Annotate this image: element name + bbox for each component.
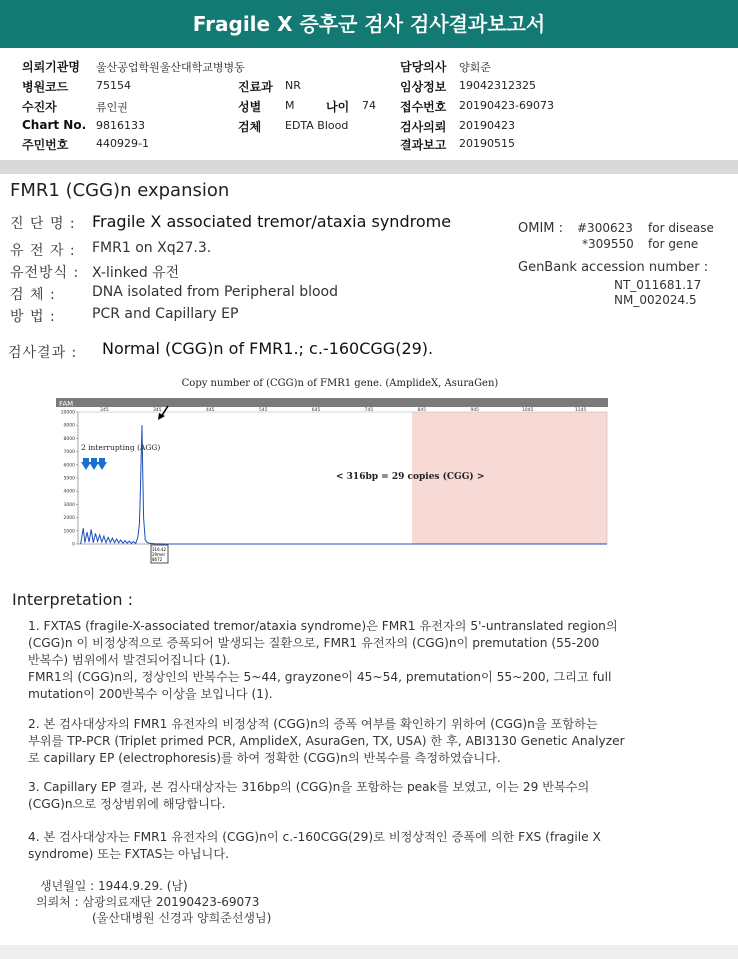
gene-label: 유 전 자 : <box>10 243 76 259</box>
peak-copies-label: 29mer <box>152 552 166 557</box>
interrupt-arrows <box>81 458 107 470</box>
y-tick-label: 4000 <box>63 489 75 495</box>
y-tick-label: 1000 <box>63 529 75 535</box>
text-line: 로 capillary EP (electrophoresis)를 하여 정확한 (CGG)n의 반복수를 측정하였습니다. <box>28 751 501 765</box>
reported-label: 결과보고 <box>400 138 447 152</box>
dept-value: NR <box>285 79 301 92</box>
y-tick-label: 5000 <box>63 476 75 482</box>
text-line: FMR1의 (CGG)n의, 정상인의 반복수는 5~44, grayzone이 45~54, premutation이 55~200, 그리고 full <box>28 670 612 684</box>
x-tick-label: 245 <box>100 408 109 413</box>
text-line: 2. 본 검사대상자의 FMR1 유전자의 비정상적 (CGG)n의 증폭 여부를 확인하기 위하여 (CGG)n을 포함하는 <box>28 717 598 731</box>
genbank-nt: NT_011681.17 <box>614 278 702 292</box>
peak-height-label: 8672 <box>152 557 163 562</box>
sex-value: M <box>285 99 295 112</box>
requester-dept: (울산대병원 신경과 양희준선생님) <box>92 911 272 925</box>
method-value: PCR and Capillary EP <box>92 306 239 322</box>
hospital-label: 의뢰기관명 <box>22 60 80 74</box>
x-tick-label: 845 <box>417 408 427 413</box>
panel-label: FAM <box>59 400 74 408</box>
genbank-label: GenBank accession number : <box>518 260 709 275</box>
x-tick-label: 445 <box>205 408 215 413</box>
diagnosis-value: Fragile X associated tremor/ataxia syndrome <box>92 212 452 231</box>
peak-size-label: 316.42 <box>152 547 166 552</box>
code-label: 병원코드 <box>22 80 69 94</box>
interpretation-paragraph-4 <box>28 829 718 863</box>
text-line: (CGG)n 이 비정상적으로 증폭되어 발생되는 질환으로, FMR1 유전자의 (CGG)n이 premutation (55-200 <box>28 636 600 650</box>
code-value: 75154 <box>96 79 131 92</box>
interrupt-annotation: 2 interrupting (AGG) <box>81 443 161 452</box>
y-tick-label: 3000 <box>63 502 75 508</box>
y-tick-label: 9000 <box>63 423 75 429</box>
specimen-label: 검체 <box>238 120 262 134</box>
chart-no-value: 9816133 <box>96 119 145 132</box>
result-label: 검사결과 : <box>8 345 78 361</box>
inheritance-value: X-linked 유전 <box>92 265 180 281</box>
text-line: 반복수) 범위에서 발견되어집니다 (1). <box>28 653 231 667</box>
y-tick-label: 8000 <box>63 436 75 442</box>
age-label: 나이 <box>326 100 350 114</box>
test-title: FMR1 (CGG)n expansion <box>10 180 230 201</box>
requested-label: 검사의뢰 <box>400 120 447 134</box>
text-line: 부위를 TP-PCR (Triplet primed PCR, AmplideX, AsuraGen, TX, USA) 한 후, ABI3130 Genetic Analyzer <box>28 734 625 748</box>
interpretation-paragraph-2 <box>28 716 718 767</box>
text-line: (CGG)n으로 정상범위에 해당합니다. <box>28 797 226 811</box>
interpretation-title: Interpretation : <box>12 590 133 609</box>
omim-disease-note: for disease <box>648 221 714 235</box>
bottom-strip <box>0 945 738 959</box>
sex-label: 성별 <box>238 100 262 114</box>
requester: 의뢰처 : 삼광의료재단 20190423-69073 <box>36 895 260 909</box>
clinic-info-label: 임상정보 <box>400 80 447 94</box>
x-tick-label: 545 <box>258 408 268 413</box>
x-tick-label: 1145 <box>574 408 587 413</box>
patient-info <box>0 50 738 160</box>
section-divider <box>0 160 738 174</box>
dept-label: 진료과 <box>238 80 273 94</box>
specimen-value: EDTA Blood <box>285 119 349 132</box>
receipt-value: 20190423-69073 <box>459 99 554 112</box>
clinic-info-value: 19042312325 <box>459 79 536 92</box>
diagnosis-label: 진 단 명 : <box>10 216 76 232</box>
gene-value: FMR1 on Xq27.3. <box>92 240 212 256</box>
interpretation-paragraph-1 <box>28 618 718 703</box>
x-tick-label: 945 <box>470 408 480 413</box>
peak-annotation: < 316bp = 29 copies (CGG) > <box>336 472 485 482</box>
text-line: mutation이 200반복수 이상을 보입니다 (1). <box>28 687 273 701</box>
y-tick-label: 6000 <box>63 463 75 469</box>
x-tick-label: 1045 <box>521 408 534 413</box>
text-line: syndrome) 또는 FXTAS는 아닙니다. <box>28 847 229 861</box>
omim-label: OMIM : <box>518 221 564 236</box>
chart-caption: Copy number of (CGG)n of FMR1 gene. (AmplideX, AsuraGen) <box>181 378 499 389</box>
sample-label: 검 체 : <box>10 287 56 303</box>
x-tick-label: 345 <box>153 408 162 413</box>
omim-gene: *309550 <box>582 237 634 251</box>
sample-value: DNA isolated from Peripheral blood <box>92 284 339 300</box>
resident-id-value: 440929-1 <box>96 137 149 150</box>
doctor-label: 담당의사 <box>400 60 447 74</box>
hospital-value: 울산공업학원울산대학교병병동 <box>96 61 245 74</box>
interpretation-paragraph-3 <box>28 779 718 813</box>
result-value: Normal (CGG)n of FMR1.; c.-160CGG(29). <box>102 339 434 358</box>
age-value: 74 <box>362 99 376 112</box>
genbank-nm: NM_002024.5 <box>614 293 697 307</box>
inheritance-label: 유전방식 : <box>10 265 80 281</box>
patient-value: 류인권 <box>96 101 128 114</box>
report-title: Fragile X 증후군 검사 검사결과보고서 <box>0 0 738 48</box>
x-tick-label: 745 <box>364 408 374 413</box>
omim-gene-note: for gene <box>648 237 699 251</box>
chart-no-label: Chart No. <box>22 118 87 132</box>
capillary-ep-chart <box>56 396 608 566</box>
patient-label: 수진자 <box>22 100 57 114</box>
text-line: 3. Capillary EP 결과, 본 검사대상자는 316bp의 (CGG)n을 포함하는 peak를 보였고, 이는 29 반복수의 <box>28 780 590 794</box>
omim-disease: #300623 <box>577 221 633 235</box>
y-tick-label: 2000 <box>63 516 75 522</box>
y-tick-label: 0 <box>72 542 75 548</box>
birth-date: 생년월일 : 1944.9.29. (남) <box>40 879 188 893</box>
resident-id-label: 주민번호 <box>22 138 69 152</box>
y-tick-label: 7000 <box>63 450 75 456</box>
doctor-value: 양회준 <box>459 61 491 74</box>
requested-value: 20190423 <box>459 119 515 132</box>
text-line: 1. FXTAS (fragile-X-associated tremor/ataxia syndrome)은 FMR1 유전자의 5'-untranslated region의 <box>28 619 618 633</box>
reported-value: 20190515 <box>459 137 515 150</box>
x-tick-label: 645 <box>311 408 321 413</box>
y-tick-label: 10000 <box>60 410 75 416</box>
chart-header-bar <box>56 398 608 407</box>
method-label: 방 법 : <box>10 309 56 325</box>
receipt-label: 접수번호 <box>400 100 447 114</box>
text-line: 4. 본 검사대상자는 FMR1 유전자의 (CGG)n이 c.-160CGG(29)로 비정상적인 증폭에 의한 FXS (fragile X <box>28 830 601 844</box>
